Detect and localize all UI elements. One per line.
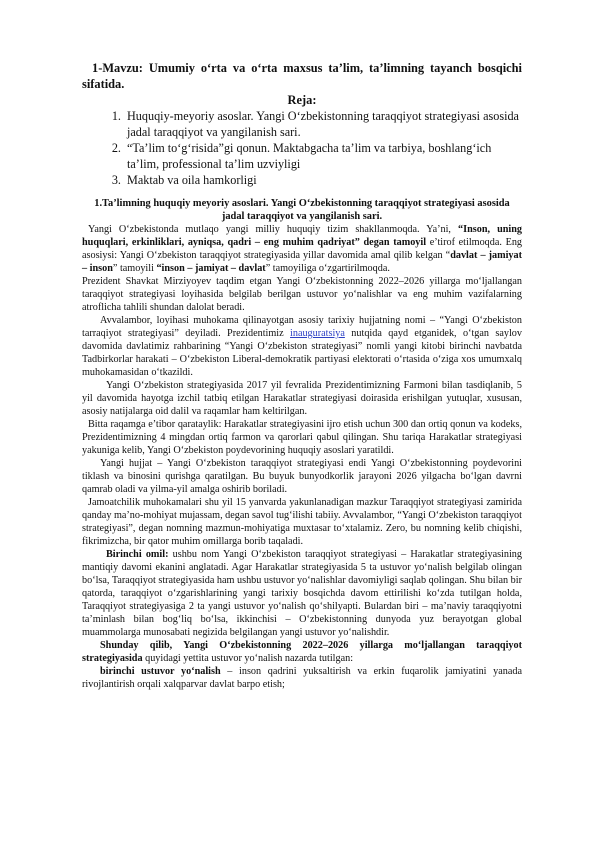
paragraph-2: Prezident Shavkat Mirziyoyev taqdim etgan Yangi O‘zbekistonning 2022–2026 yillarga mo‘ljallangan taraqqiyot strategiyasi loyihasida belgilab berilgan ustuvor yo‘nalishlar va eng muhim vazifalarning atroflicha tahlili shundan dalolat beradi. (82, 276, 522, 313)
inauguratsiya-link[interactable]: inauguratsiya (290, 328, 345, 339)
paragraph-5: Bitta raqamga e’tibor qarataylik: Harakatlar strategiyasini ijro etish uchun 300 dan ortiq qonun va kodeks, Prezidentimizning 4 mingdan ortiq farmon va qarorlari qabul qilingan. Shu tariqa Harakatlar strategiyasi yakuniga kelib, Yangi O‘zbekiston poydevorining huquqiy asoslari yaratildi. (82, 419, 522, 456)
section-heading: 1.Ta’limning huquqiy meyoriy asoslari. Yangi O‘zbekistonning taraqqiyot strategiyasi asosida jadal taraqqiyot va yangilanish sari. (94, 198, 510, 222)
plan-item: 3. Maktab va oila hamkorligi (124, 172, 522, 188)
document-page (82, 60, 522, 691)
plan-item: 1. Huquqiy-meyoriy asoslar. Yangi O‘zbekistonning taraqqiyot strategiyasi asosida jadal taraqqiyot va yangilanish sari. (124, 108, 522, 140)
paragraph-4: Yangi O‘zbekiston strategiyasida 2017 yil fevralida Prezidentimizning Farmoni bilan tasdiqlanib, 5 yil davomida hayotga izchil tatbiq etilgan Harakatlar strategiyasi doirasida erishilgan yutuqlar, xususan, asosiy natijalarga oid dalil va raqamlar ham keltirilgan. (82, 380, 522, 417)
document-title: 1-Mavzu: Umumiy o‘rta va o‘rta maxsus ta’lim, ta’limning tayanch bosqichi sifatida. (82, 61, 522, 91)
paragraph-8: Birinchi omil: ushbu nom Yangi O‘zbekiston taraqqiyot strategiyasi – Harakatlar strategiyasining mantiqiy davomi ekanini anglatadi. Agar Harakatlar strategiyasida 5 ta ustuvor yo‘nalish belgilab olingan bo‘lsa, Taraqqiyot strategiyasida ham ushbu ustuvor yo‘nalishlar davomiyligi saqlab qolingan. Shu bilan bir qatorda, taraqqiyot o‘zgarishlarining yangi tarixiy bosqichda davom ettirilishi ko‘zda tutilgan holda, Taraqqiyot strategiyasiga 2 ta yangi ustuvor yo‘nalish qo‘shilyapti. Bulardan biri – ma’naviy taraqqiyotni ta’minlash bilan bog‘liq bo‘lsa, ikkinchisi – O‘zbekistonning dunyoda yuz berayotgan global muammolarga munosabati negizida belgilangan yangi ustuvor yo‘nalishdir. (82, 549, 522, 638)
plan-list (82, 108, 522, 188)
paragraph-7: Jamoatchilik muhokamalari shu yil 15 yanvarda yakunlanadigan mazkur Taraqqiyot strategiyasi zamirida qanday ma’no-mohiyat mujassam, degan savol tug‘ilishi tabiiy. Avvalambor, “Yangi O‘zbekiston taraqqiyot strategiyasi”, degan nomning mazmun-mohiyatiga muxtasar to‘xtalamiz. Zero, bu nomning kelib chiqishi, fikrimizcha, bir qator muhim omillarga borib taqaladi. (82, 497, 522, 547)
plan-heading: Reja: (287, 93, 317, 107)
paragraph-10: birinchi ustuvor yo‘nalish – inson qadrini yuksaltirish va erkin fuqarolik jamiyatini yanada rivojlantirish orqali xalqparvar davlat barpo etish; (82, 666, 522, 690)
plan-item: 2. “Ta’lim to‘g‘risida”gi qonun. Maktabgacha ta’lim va tarbiya, boshlang‘ich ta’lim, professional ta’lim uzviyligi (124, 140, 522, 172)
paragraph-9: Shunday qilib, Yangi O‘zbekistonning 2022–2026 yillarga mo‘ljallangan taraqqiyot strategiyasida quyidagi yettita ustuvor yo‘nalish nazarda tutilgan: (82, 640, 522, 664)
paragraph-1: Yangi O‘zbekistonda mutlaqo yangi milliy huquqiy tizim shakllanmoqda. Ya’ni, “Inson, uning huquqlari, erkinliklari, ayniqsa, qadri – eng muhim qadriyat” degan tamoyil e’tirof etilmoqda. Eng asosiysi: Yangi O‘zbekiston taraqqiyot strategiyasida yillar davomida amal qilib kelgan “davlat – jamiyat – inson” tamoyili “inson – jamiyat – davlat” tamoyiliga o‘zgartirilmoqda. (82, 224, 523, 274)
paragraph-3: Avvalambor, loyihasi muhokama qilinayotgan asosiy tarixiy hujjatning nomi – “Yangi O‘zbekiston tarraqiyot strategiyasi” deyiladi. Prezidentimiz inauguratsiya nutqida qayd etganidek, o‘tgan saylov davomida davlatimiz rahbarining “Yangi O‘zbekiston strategiyasi” nomli yangi kitobi birinchi navbatda Tadbirkorlar harakati – O‘zbekiston Liberal-demokratik partiyasi elektorati o‘rtasida o‘ziga xos umumxalq muhokamasidan o‘tkazildi. (82, 315, 522, 378)
paragraph-6: Yangi hujjat – Yangi O‘zbekiston taraqqiyot strategiyasi endi Yangi O‘zbekistonning poydevorini tiklash va binosini qurishga qaratilgan. Bu buyuk bunyodkorlik jarayoni 2026 yilgacha bo‘lgan davrni qamrab oladi va yilma-yil amalga oshirib boriladi. (82, 458, 522, 495)
